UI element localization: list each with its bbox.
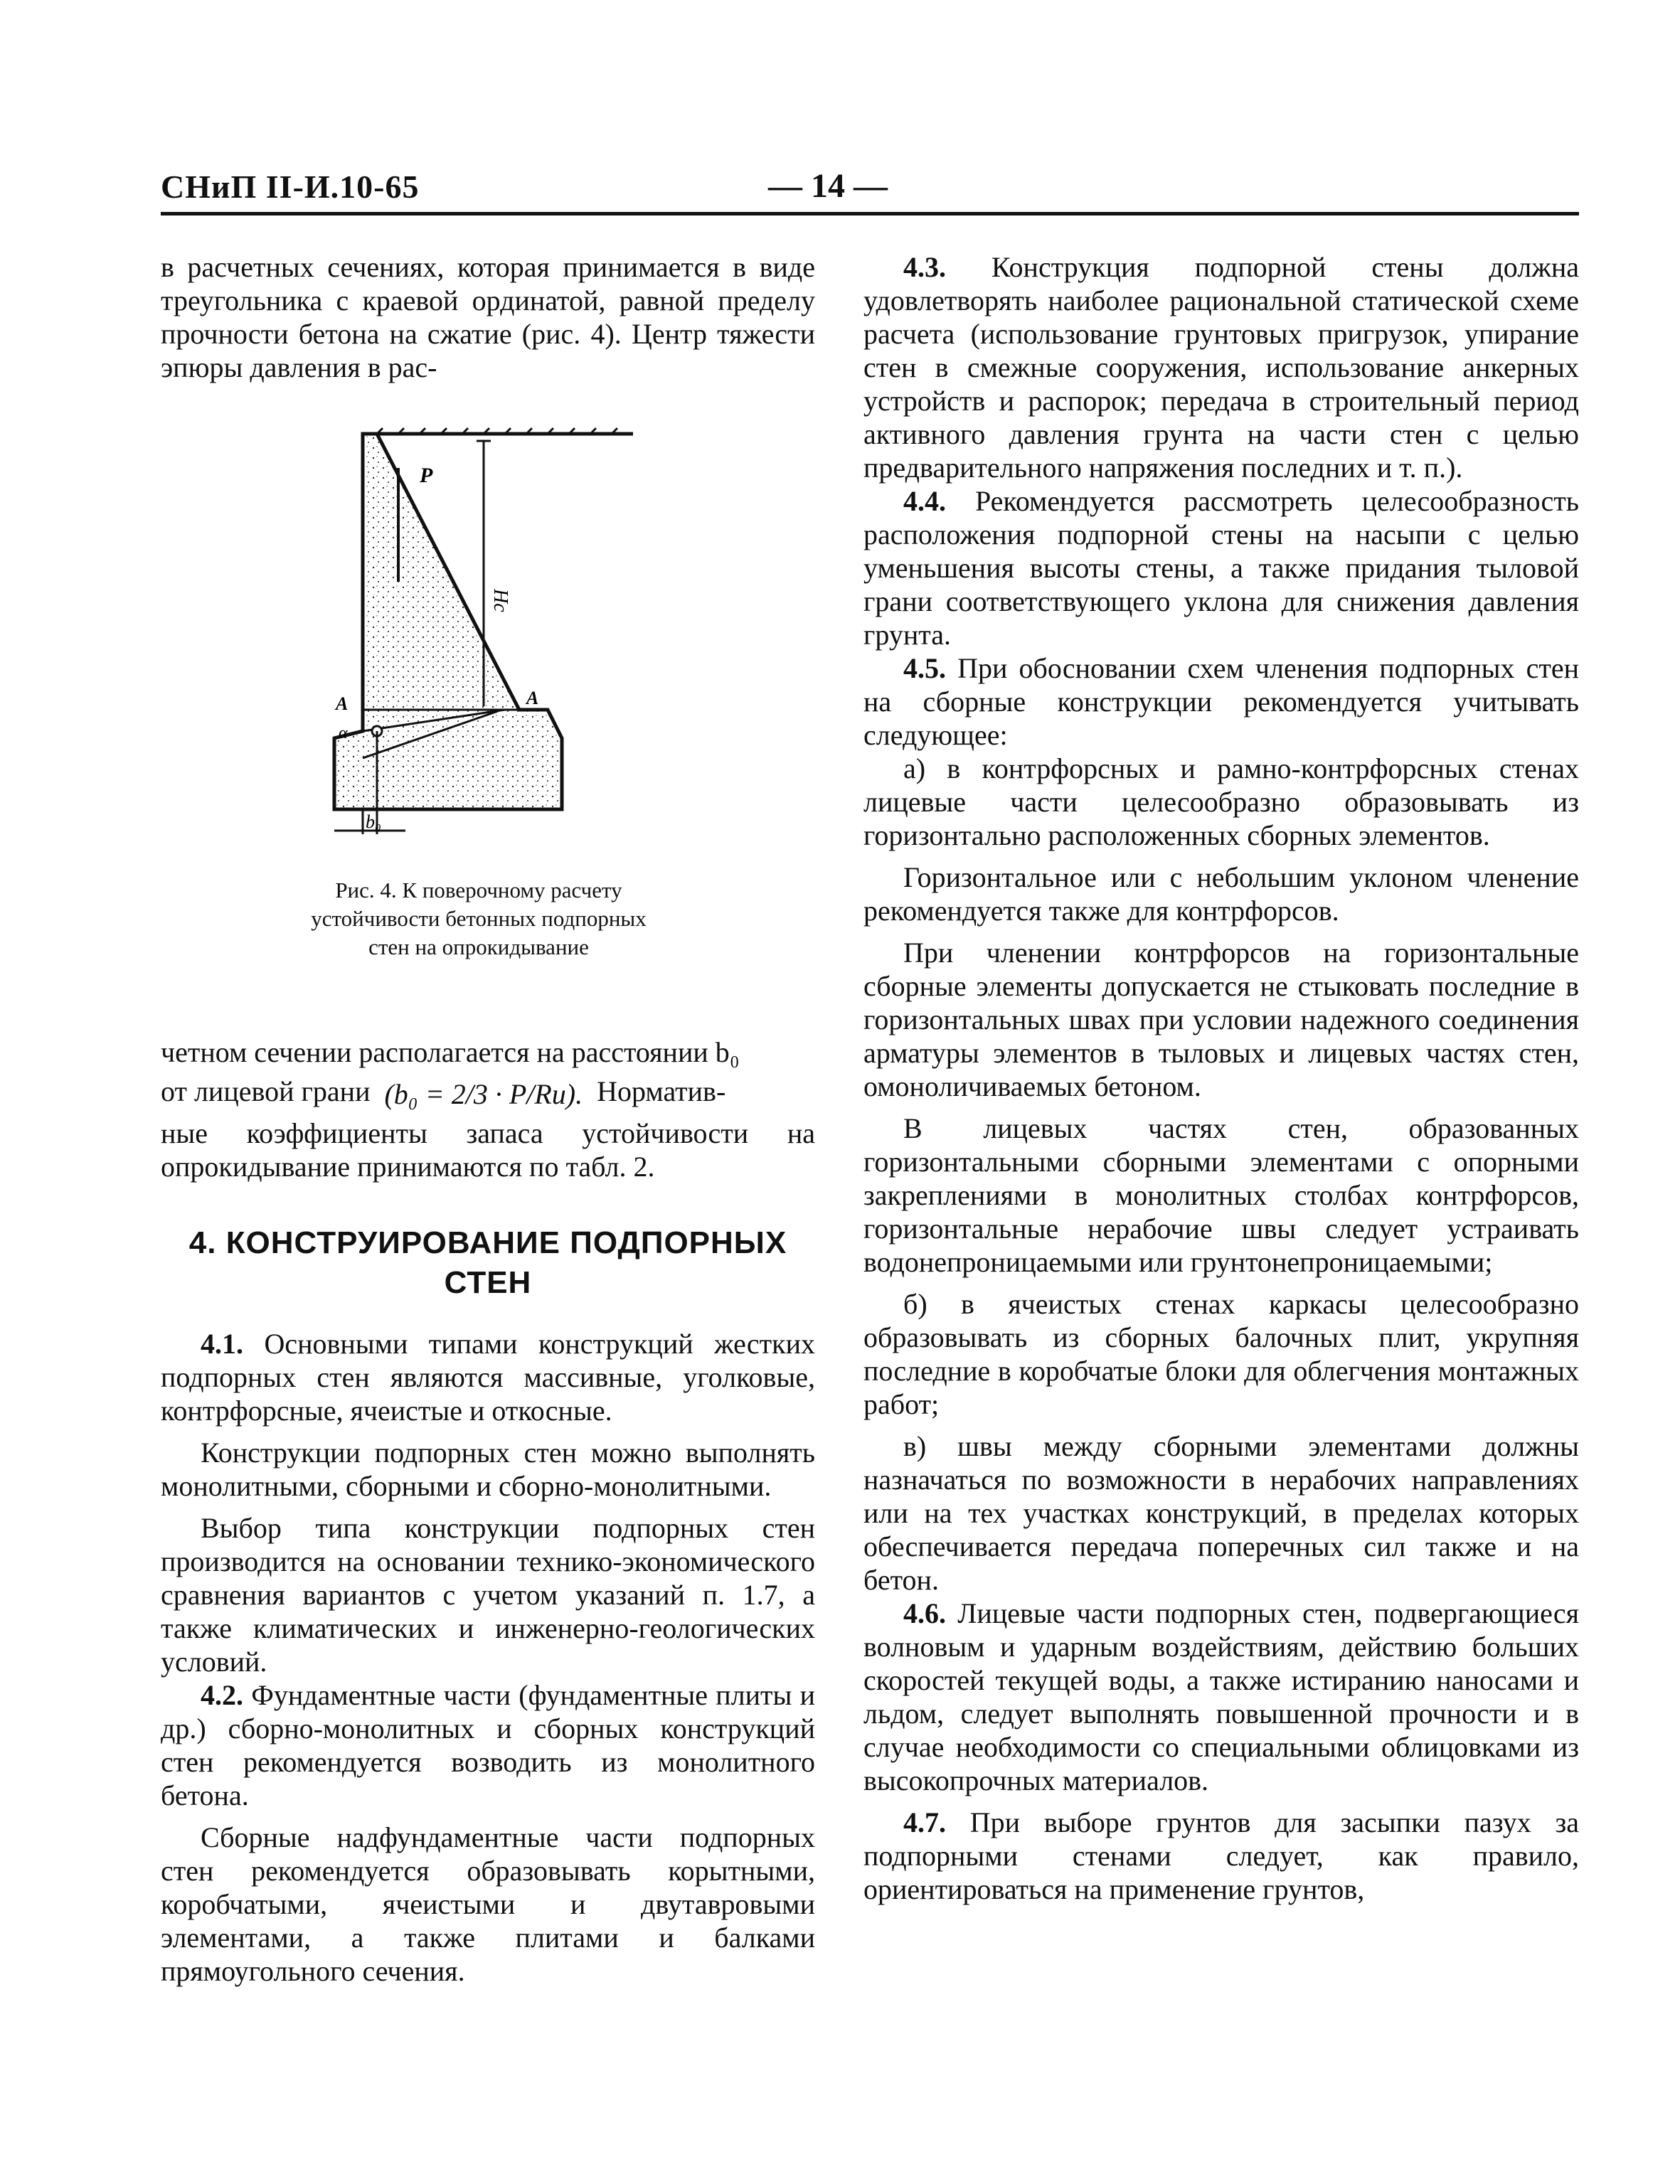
paragraph-4-5 [863, 651, 1579, 752]
right-column [863, 250, 1579, 1906]
left-column-continuation [161, 1035, 815, 1183]
wall-body [334, 434, 562, 809]
num-4-2: 4.2. [201, 1679, 243, 1711]
section-title [161, 1223, 815, 1303]
paragraph-4-3 [863, 250, 1579, 484]
label-a-right: A [526, 688, 539, 708]
formula-b0: (b₀ = 2/3 · P/Rи). [384, 1078, 583, 1111]
num-4-1: 4.1. [201, 1328, 243, 1360]
header-rule [161, 212, 1579, 215]
figure-4-retaining-wall [292, 425, 661, 852]
paragraph-4-2 [161, 1678, 815, 1812]
num-4-3: 4.3. [903, 251, 946, 283]
paragraph-4-6 [863, 1597, 1579, 1797]
label-alpha: α [339, 724, 348, 742]
paragraph-4-1b: Конструкции подпорных стен можно выполнять монолитными, сборными и сборно-монолитными. [161, 1437, 815, 1502]
paragraph-4-5a3: При членении контрфорсов на горизонтальные сборные элементы допускается не стыковать последние в горизонтальных швах при условии надежного соединения арматуры элементов в тыловых и лицевых частях стен, омоноличиваемых бетоном. [863, 937, 1579, 1102]
num-4-7: 4.7. [903, 1806, 946, 1838]
paragraph-4-4 [863, 484, 1579, 651]
cont-line-2a: от лицевой грани [161, 1075, 371, 1107]
left-column-intro [161, 250, 815, 384]
num-4-4: 4.4. [903, 485, 946, 517]
text-4-5: При обосновании схем членения подпорных стен на сборные конструкции рекомендуется учитывать следующее: [863, 652, 1580, 751]
figure-caption: Рис. 4. К поверочному расчету устойчивости бетонных подпорных стен на опрокидывание [311, 878, 647, 959]
document-code: СНиП II-И.10-65 [161, 169, 420, 205]
label-hc: Нс [489, 589, 511, 612]
cont-line-2b: Норматив- [597, 1075, 726, 1107]
cont-line-1: четном сечении располагается на расстоянии b₀ [161, 1036, 740, 1068]
paragraph-4-7 [863, 1806, 1579, 1906]
text-4-4: Рекомендуется рассмотреть целесообразность расположения подпорной стены на насыпи с целью уменьшения высоты стены, а также придания тыловой грани соответствующего уклона для снижения давления грунта. [863, 485, 1579, 651]
paragraph-4-5a2: Горизонтальное или с небольшим уклоном членение рекомендуется также для контрфорсов. [863, 861, 1579, 927]
section-title-line-2: СТЕН [444, 1265, 532, 1300]
paragraph-4-5a: а) в контрфорсных и рамно-контрфорсных стенах лицевые части целесообразно образовывать из горизонтально расположенных сборных элементов. [863, 752, 1579, 851]
paragraph-4-5b: б) в ячеистых стенах каркасы целесообразно образовывать из сборных балочных плит, укрупняя последние в коробчатые блоки для облегчения монтажных работ; [863, 1288, 1579, 1420]
intro-paragraph: в расчетных сечениях, которая принимается в виде треугольника с краевой ординатой, равной пределу прочности бетона на сжатие (рис. 4). Центр тяжести эпюры давления в рас- [161, 251, 815, 383]
text-4-6: Лицевые части подпорных стен, подвергающиеся волновым и ударным воздействиям, действию больших скоростей текущей воды, а также истиранию наносами и льдом, следует выполнять повышенной прочности и в случае необходимости со специальными облицовками из высокопрочных материалов. [863, 1597, 1580, 1796]
paragraph-4-5c: в) швы между сборными элементами должны назначаться по возможности в нерабочих направлениях или на тех участках конструкций, в пределах которых обеспечивается передача поперечных сил также и на бетон. [863, 1430, 1579, 1596]
label-p: P [420, 464, 433, 487]
paragraph-4-1 [161, 1327, 815, 1427]
paragraph-4-5a4: В лицевых частях стен, образованных горизонтальными сборными элементами с опорными закреплениями в монолитных столбах контрфорсов, горизонтальные нерабочие швы следует устраивать водонепроницаемыми или грунтонепроницаемыми; [863, 1112, 1579, 1278]
text-4-2: Фундаментные части (фундаментные плиты и др.) сборно-монолитных и сборных конструкций стен рекомендуется возводить из монолитного бетона. [161, 1679, 816, 1811]
paragraph-4-2b: Сборные надфундаментные части подпорных стен рекомендуется образовывать корытными, коробчатыми, ячеистыми и двутавровыми элементами, а также плитами и балками прямоугольного сечения. [161, 1821, 815, 1987]
paragraph-4-1c: Выбор типа конструкции подпорных стен производится на основании технико-экономического сравнения вариантов с учетом указаний п. 1.7, а также климатических и инженерно-геологических условий. [161, 1512, 815, 1678]
cont-line-3: ные коэффициенты запаса устойчивости на опрокидывание принимаются по табл. 2. [161, 1117, 815, 1183]
text-4-3: Конструкция подпорной стены должна удовлетворять наиболее рациональной статической схеме расчета (использование грунтовых пригрузок, упирание стен в смежные сооружения, использование анкерных устройств и распорок; передача в строительный период активного давления грунта на части стен с целью предварительного напряжения последних и т. п.). [863, 251, 1580, 484]
num-4-5: 4.5. [903, 652, 946, 684]
text-4-7: При выборе грунтов для засыпки пазух за подпорными стенами следует, как правило, ориентироваться на применение грунтов, [863, 1806, 1579, 1905]
left-column-section-4 [161, 1327, 815, 1988]
section-title-line-1: 4. КОНСТРУИРОВАНИЕ ПОДПОРНЫХ [188, 1225, 787, 1260]
label-b0: b₀ [366, 811, 382, 832]
label-a-left: A [336, 693, 349, 714]
cont-line-2 [161, 1075, 815, 1111]
num-4-6: 4.6. [903, 1597, 946, 1629]
page-number: — 14 — [768, 167, 888, 205]
text-4-1: Основными типами конструкций жестких подпорных стен являются массивные, уголковые, контрфорсные, ячеистые и откосные. [161, 1328, 816, 1427]
